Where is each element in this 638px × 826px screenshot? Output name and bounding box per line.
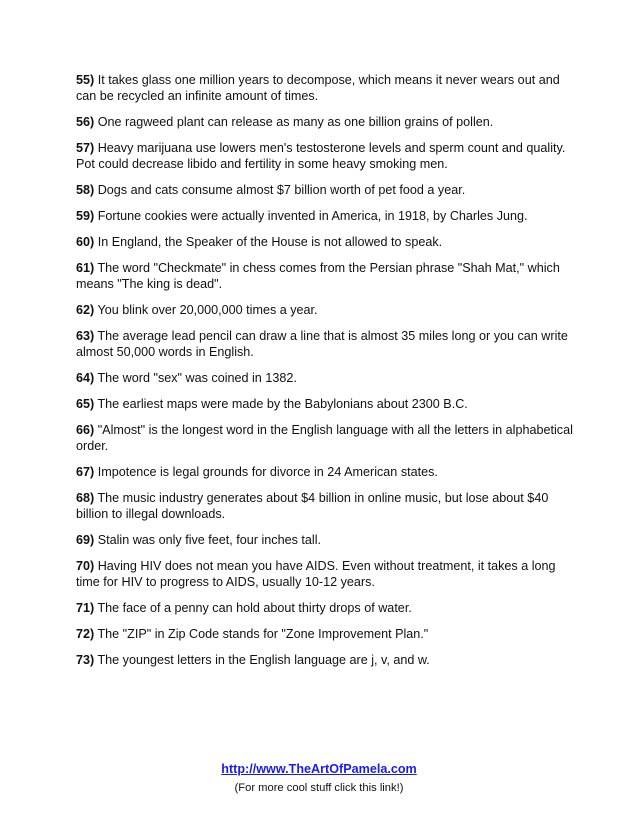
fact-text: Stalin was only five feet, four inches tall. bbox=[94, 533, 322, 547]
fact-text: In England, the Speaker of the House is not allowed to speak. bbox=[94, 235, 443, 249]
fact-number: 58) bbox=[76, 183, 95, 197]
fact-number: 73) bbox=[76, 653, 95, 667]
fact-number: 70) bbox=[76, 559, 95, 573]
fact-text: You blink over 20,000,000 times a year. bbox=[94, 303, 318, 317]
fact-item bbox=[76, 558, 576, 590]
fact-item bbox=[76, 182, 576, 198]
fact-text: The earliest maps were made by the Babylonians about 2300 B.C. bbox=[94, 397, 468, 411]
fact-number: 69) bbox=[76, 533, 95, 547]
fact-number: 56) bbox=[76, 115, 95, 129]
fact-text: The face of a penny can hold about thirty drops of water. bbox=[94, 601, 412, 615]
fact-text: Heavy marijuana use lowers men's testosterone levels and sperm count and quality. Pot could decrease libido and fertility in some heavy smoking men. bbox=[76, 141, 566, 171]
fact-text: The average lead pencil can draw a line that is almost 35 miles long or you can write almost 50,000 words in English. bbox=[76, 329, 568, 359]
fact-number: 63) bbox=[76, 329, 95, 343]
fact-item bbox=[76, 114, 576, 130]
fact-number: 67) bbox=[76, 465, 95, 479]
fact-text: The word "Checkmate" in chess comes from the Persian phrase "Shah Mat," which means "The king is dead". bbox=[76, 261, 560, 291]
footer-note: (For more cool stuff click this link!) bbox=[234, 782, 404, 794]
fact-item bbox=[76, 626, 576, 642]
fact-number: 71) bbox=[76, 601, 95, 615]
fact-item bbox=[76, 302, 576, 318]
fact-item bbox=[76, 370, 576, 386]
fact-number: 62) bbox=[76, 303, 95, 317]
fact-text: Fortune cookies were actually invented in America, in 1918, by Charles Jung. bbox=[94, 209, 528, 223]
fact-number: 60) bbox=[76, 235, 95, 249]
facts-list bbox=[76, 72, 576, 678]
fact-item bbox=[76, 464, 576, 480]
fact-text: The "ZIP" in Zip Code stands for "Zone Improvement Plan." bbox=[94, 627, 429, 641]
fact-item bbox=[76, 600, 576, 616]
fact-item bbox=[76, 72, 576, 104]
fact-item bbox=[76, 490, 576, 522]
website-link[interactable]: http://www.TheArtOfPamela.com bbox=[221, 762, 417, 776]
fact-item bbox=[76, 422, 576, 454]
fact-number: 61) bbox=[76, 261, 95, 275]
fact-number: 68) bbox=[76, 491, 95, 505]
fact-number: 59) bbox=[76, 209, 95, 223]
fact-number: 72) bbox=[76, 627, 95, 641]
fact-item bbox=[76, 260, 576, 292]
fact-text: The music industry generates about $4 billion in online music, but lose about $40 billion to illegal downloads. bbox=[76, 491, 549, 521]
fact-number: 64) bbox=[76, 371, 95, 385]
fact-item bbox=[76, 652, 576, 668]
fact-text: Having HIV does not mean you have AIDS. Even without treatment, it takes a long time for HIV to progress to AIDS, usually 10-12 years. bbox=[76, 559, 556, 589]
fact-item bbox=[76, 234, 576, 250]
fact-item bbox=[76, 140, 576, 172]
fact-text: The youngest letters in the English language are j, v, and w. bbox=[94, 653, 430, 667]
fact-text: "Almost" is the longest word in the English language with all the letters in alphabetical order. bbox=[76, 423, 573, 453]
fact-number: 66) bbox=[76, 423, 95, 437]
fact-item bbox=[76, 396, 576, 412]
fact-item bbox=[76, 532, 576, 548]
page-footer bbox=[0, 760, 638, 795]
fact-number: 55) bbox=[76, 73, 95, 87]
fact-text: Dogs and cats consume almost $7 billion worth of pet food a year. bbox=[94, 183, 466, 197]
fact-text: It takes glass one million years to decompose, which means it never wears out and can be recycled an infinite amount of times. bbox=[76, 73, 560, 103]
fact-number: 57) bbox=[76, 141, 95, 155]
fact-text: The word "sex" was coined in 1382. bbox=[94, 371, 297, 385]
fact-text: Impotence is legal grounds for divorce in 24 American states. bbox=[94, 465, 438, 479]
fact-text: One ragweed plant can release as many as one billion grains of pollen. bbox=[94, 115, 494, 129]
fact-number: 65) bbox=[76, 397, 95, 411]
fact-item bbox=[76, 328, 576, 360]
fact-item bbox=[76, 208, 576, 224]
